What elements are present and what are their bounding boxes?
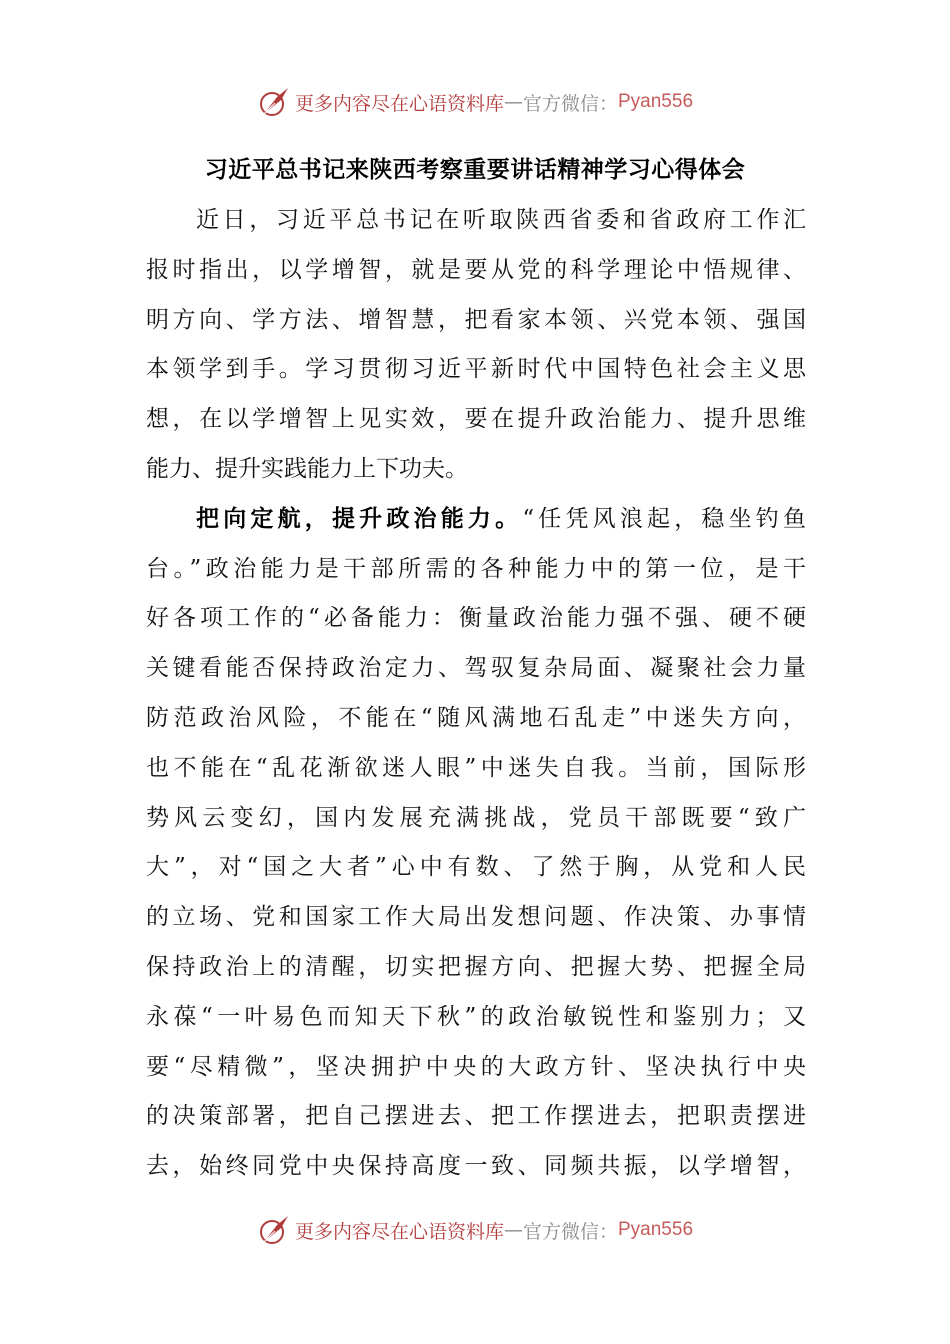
banner-site-text: 更多内容尽在心语资料库 <box>294 1220 504 1243</box>
paragraph-2-line: 也不能在“乱花渐欲迷人眼”中迷失自我。当前，国际形 <box>146 754 806 781</box>
paragraph-2-first-line <box>146 495 806 545</box>
banner-wechat-id: Pyan556 <box>618 1219 694 1240</box>
paragraph-2-line: 的决策部署，把自己摆进去、把工作摆进去，把职责摆进 <box>146 1103 806 1130</box>
header-banner <box>0 82 950 122</box>
paragraph-1-line: 报时指出，以学增智，就是要从党的科学理论中悟规律、 <box>146 256 806 283</box>
paragraph-1-line: 本领学到手。学习贯彻习近平新时代中国特色社会主义思 <box>146 356 806 383</box>
paragraph-2-line: 要“尽精微”，坚决拥护中央的大政方针、坚决执行中央 <box>146 1053 806 1080</box>
document-body <box>146 196 806 1192</box>
paragraph-2-line: 台。”政治能力是干部所需的各种能力中的第一位，是干 <box>146 555 806 582</box>
banner-site-text: 更多内容尽在心语资料库 <box>294 92 504 115</box>
footer-banner <box>0 1210 950 1250</box>
paragraph-2-line: 大”，对“国之大者”心中有数、了然于胸，从党和人民 <box>146 854 806 881</box>
document-title: 习近平总书记来陕西考察重要讲话精神学习心得体会 <box>204 157 746 183</box>
paragraph-2-line: 永葆“一叶易色而知天下秋”的政治敏锐性和鉴别力；又 <box>146 1003 806 1030</box>
banner-wechat-id: Pyan556 <box>618 91 694 112</box>
paragraph-1-line: 明方向、学方法、增智慧，把看家本领、兴党本领、强国 <box>146 306 806 333</box>
paragraph-2-first-rest: “任凭风浪起，稳坐钓鱼 <box>522 505 806 532</box>
banner-separator: — <box>503 91 523 113</box>
paragraph-2-heading: 把向定航，提升政治能力。 <box>196 505 523 532</box>
banner-wechat-label: 官方微信： <box>522 1220 618 1243</box>
paragraph-2-line: 保持政治上的清醒，切实把握方向、把握大势、把握全局 <box>146 953 806 980</box>
paragraph-1-line: 想，在以学增智上见实效，要在提升政治能力、提升思维 <box>146 406 806 433</box>
paragraph-2-line: 防范政治风险，不能在“随风满地石乱走”中迷失方向， <box>146 704 806 731</box>
paragraph-2-line: 好各项工作的“必备能力：衡量政治能力强不强、硬不硬 <box>146 605 806 632</box>
banner-wechat-label: 官方微信： <box>522 92 618 115</box>
quill-pen-icon <box>257 85 291 119</box>
paragraph-2-line: 势风云变幻，国内发展充满挑战，党员干部既要“致广 <box>146 804 806 831</box>
paragraph-2-line: 的立场、党和国家工作大局出发想问题、作决策、办事情 <box>146 904 806 931</box>
banner-separator: — <box>503 1219 523 1241</box>
paragraph-1-line: 近日，习近平总书记在听取陕西省委和省政府工作汇 <box>196 207 806 233</box>
paragraph-2-line: 去，始终同党中央保持高度一致、同频共振，以学增智， <box>146 1153 806 1180</box>
paragraph-2-line: 关键看能否保持政治定力、驾驭复杂局面、凝聚社会力量 <box>146 655 806 682</box>
paragraph-1-line: 能力、提升实践能力上下功夫。 <box>146 455 468 482</box>
quill-pen-icon <box>257 1213 291 1247</box>
